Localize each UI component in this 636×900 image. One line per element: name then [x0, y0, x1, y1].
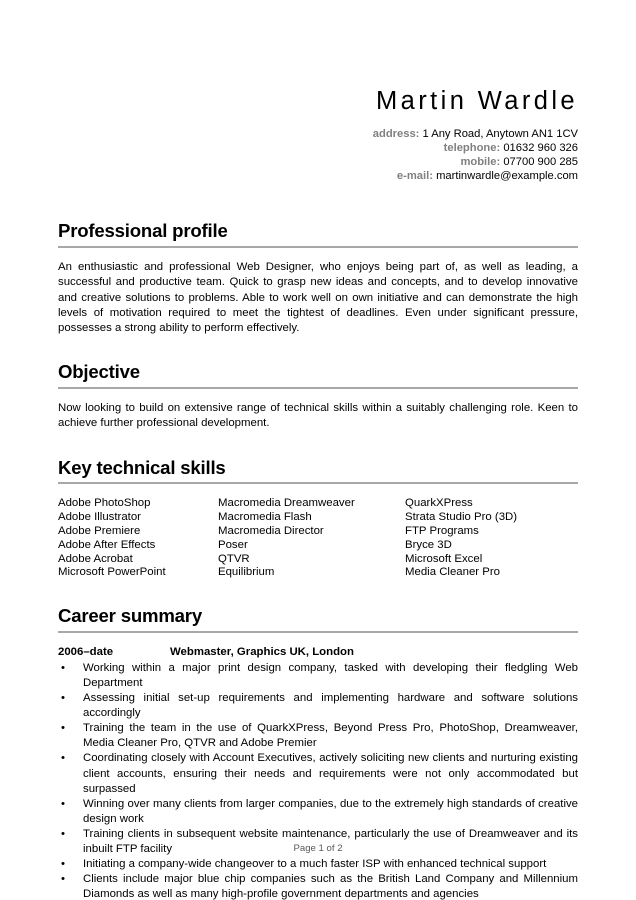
job-bullet: • Assessing initial set-up requirements and implementing hardware and software solutions accordingly: [58, 691, 578, 721]
contact-value-address: 1 Any Road, Anytown AN1 1CV: [422, 128, 578, 141]
page-footer: [0, 843, 636, 855]
job-bullet: • Working within a major print design company, tasked with developing their fledgling Web Department: [58, 661, 578, 691]
contact-label-address: address:: [372, 128, 420, 141]
contact-label-telephone: telephone:: [443, 142, 501, 155]
job-bullet-list: [58, 661, 578, 900]
professional-profile-text: An enthusiastic and professional Web Designer, who enjoys being part of, as well as leading, a successful and productive team. Quick to grasp new ideas and concepts, and to develop innovative and creative solutions to problems. Able to work well on own initiative and can demonstrate the high levels of motivation required to meet the tightest of deadlines. Even under significant pressure, possesses a strong ability to perform effectively.: [58, 261, 578, 335]
candidate-name: Martin Wardle: [376, 87, 578, 115]
section-professional-profile: [58, 221, 578, 336]
skill-item: FTP Programs: [405, 524, 479, 537]
section-title-key-technical-skills: Key technical skills: [58, 458, 578, 485]
contact-value-email: martinwardle@example.com: [436, 170, 578, 183]
job-entry: [58, 645, 578, 900]
contact-row-email: [58, 169, 578, 183]
skill-item: Adobe Premiere: [58, 524, 141, 537]
skills-grid: [58, 497, 578, 580]
page-number-label: Page 1 of 2: [293, 843, 343, 854]
job-bullet: • Winning over many clients from larger companies, due to the extremely high standards of creative design work: [58, 797, 578, 827]
skill-item: QuarkXPress: [405, 497, 473, 510]
section-objective: [58, 362, 578, 431]
section-title-professional-profile: Professional profile: [58, 221, 578, 248]
section-title-objective: Objective: [58, 362, 578, 389]
skill-item: Strata Studio Pro (3D): [405, 511, 518, 524]
contact-value-telephone: 01632 960 326: [503, 142, 578, 155]
job-title: Webmaster, Graphics UK, London: [170, 645, 354, 658]
skill-item: Poser: [218, 538, 248, 551]
contact-label-mobile: mobile:: [460, 156, 501, 169]
skill-item: Microsoft PowerPoint: [58, 566, 166, 579]
job-dates: 2006–date: [58, 645, 114, 658]
section-career-summary: [58, 606, 578, 900]
skill-item: Macromedia Dreamweaver: [218, 497, 355, 510]
skill-item: Microsoft Excel: [405, 552, 483, 565]
skill-item: Macromedia Director: [218, 524, 324, 537]
contact-label-email: e-mail:: [396, 170, 433, 183]
skill-item: Adobe PhotoShop: [58, 497, 151, 510]
job-header: [58, 645, 578, 659]
skill-item: Adobe After Effects: [58, 538, 156, 551]
contact-details: [58, 127, 578, 183]
job-bullet: • Initiating a company-wide changeover to a much faster ISP with enhanced technical support: [58, 857, 578, 872]
contact-value-mobile: 07700 900 285: [503, 156, 578, 169]
resume-header: [58, 0, 578, 183]
contact-row-telephone: [58, 141, 578, 155]
job-bullet: • Training clients in subsequent website maintenance, particularly the use of Dreamweaver and its inbuilt FTP facility: [58, 827, 578, 857]
skill-item: QTVR: [218, 552, 250, 565]
job-bullet: • Coordinating closely with Account Executives, actively soliciting new clients and nurturing existing client accounts, ensuring their needs and requirements were not only accommodated but surpassed: [58, 751, 578, 796]
page-content: [58, 0, 578, 900]
skill-item: Equilibrium: [218, 566, 275, 579]
job-bullet: • Training the team in the use of QuarkXPress, Beyond Press Pro, PhotoShop, Dreamweaver, Media Cleaner Pro, QTVR and Adobe Premier: [58, 721, 578, 751]
skill-item: Macromedia Flash: [218, 511, 312, 524]
objective-text: Now looking to build on extensive range of technical skills within a suitably challenging role. Keen to achieve further professional development.: [58, 402, 578, 430]
job-bullet: • Clients include major blue chip companies such as the British Land Company and Millennium Diamonds as well as many high-profile government departments and agencies: [58, 872, 578, 900]
contact-row-mobile: [58, 155, 578, 169]
skill-item: Adobe Illustrator: [58, 511, 141, 524]
skill-item: Adobe Acrobat: [58, 552, 133, 565]
section-title-career-summary: Career summary: [58, 606, 578, 633]
skill-item: Bryce 3D: [405, 538, 452, 551]
skill-item: Media Cleaner Pro: [405, 566, 500, 579]
section-key-technical-skills: [58, 458, 578, 581]
contact-row-address: [58, 127, 578, 141]
